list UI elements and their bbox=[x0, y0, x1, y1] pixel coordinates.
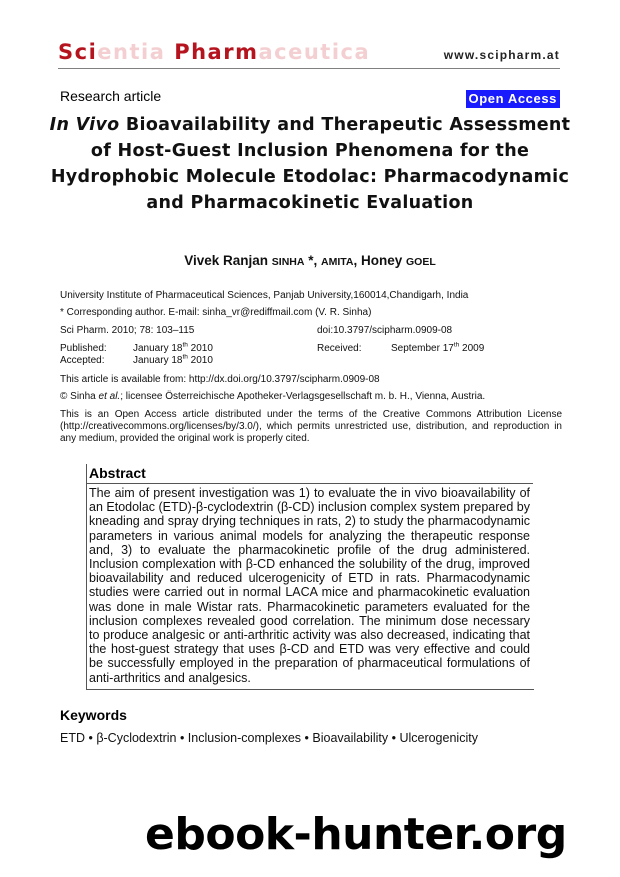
keyword-separator: • bbox=[176, 731, 188, 745]
journal-name-part: Pharm bbox=[174, 40, 259, 64]
published-label: Published: bbox=[60, 343, 107, 354]
dates-row-1 bbox=[60, 343, 562, 355]
article-type: Research article bbox=[60, 88, 162, 104]
keyword-separator: • bbox=[85, 731, 97, 745]
received-sup: th bbox=[453, 341, 460, 349]
received-year: 2009 bbox=[459, 343, 485, 354]
article-title bbox=[40, 112, 580, 216]
author-family: GOEL bbox=[406, 256, 436, 268]
title-rest: Bioavailability and Therapeutic Assessment of Host-Guest Inclusion Phenomena for the Hydrophobic Molecule Etodolac: Pharmacodynamic and Pharmacokinetic Evaluation bbox=[50, 115, 571, 213]
published-day: January 18 bbox=[133, 343, 183, 354]
journal-name-part: entia bbox=[97, 40, 175, 64]
author-given: Honey bbox=[360, 253, 403, 268]
keyword-item: ETD bbox=[60, 731, 85, 745]
author-given: Vivek Ranjan bbox=[184, 253, 269, 268]
dates-row-2 bbox=[60, 355, 562, 367]
received-day: September 17 bbox=[391, 343, 454, 354]
corresponding-author[interactable]: * Corresponding author. E-mail: sinha_vr@rediffmail.com (V. R. Sinha) bbox=[60, 307, 372, 318]
keyword-item: Ulcerogenicity bbox=[399, 731, 478, 745]
watermark-text: ebook-hunter.org bbox=[145, 809, 567, 860]
keyword-item: Inclusion-complexes bbox=[187, 731, 302, 745]
keywords-heading: Keywords bbox=[60, 707, 127, 723]
published-date bbox=[133, 343, 213, 355]
open-access-badge: Open Access bbox=[466, 90, 561, 108]
license-statement: This is an Open Access article distributed under the terms of the Creative Commons Attribution License (http://creativecommons.org/licenses/by/3.0/), which permits unrestricted use, distribution, and reproduction in any medium, provided the original work is properly cited. bbox=[60, 409, 562, 444]
availability-note[interactable]: This article is available from: http://dx.doi.org/10.3797/scipharm.0909-08 bbox=[60, 374, 380, 385]
keywords-list bbox=[60, 731, 478, 745]
title-italic: In Vivo bbox=[49, 115, 120, 135]
author-list bbox=[0, 253, 620, 268]
keyword-separator: • bbox=[388, 731, 400, 745]
accepted-date bbox=[133, 355, 213, 367]
copyright-pre: © Sinha bbox=[60, 391, 99, 402]
keyword-item: β-Cyclodextrin bbox=[96, 731, 177, 745]
keyword-item: Bioavailability bbox=[312, 731, 389, 745]
abstract-heading: Abstract bbox=[89, 465, 146, 481]
copyright-italic: et al. bbox=[98, 391, 121, 402]
published-sup: th bbox=[182, 341, 188, 349]
copyright-line bbox=[60, 391, 562, 403]
author-sep: *, bbox=[304, 253, 321, 268]
received-label: Received: bbox=[317, 343, 362, 354]
journal-name-part: aceutica bbox=[258, 40, 371, 64]
keyword-separator: • bbox=[301, 731, 313, 745]
accepted-label: Accepted: bbox=[60, 355, 105, 366]
abstract-text: The aim of present investigation was 1) to evaluate the in vivo bioavailability of an Etodolac (ETD)-β-cyclodextrin (β-CD) inclusion complex system prepared by kneading and spray drying techniques in rats, 2) to study the pharmacodynamic parameters in various animal models for analyzing the therapeutic response and, 3) to evaluate the pharmacokinetic profile of the drug administered. Inclusion complexation with β-CD enhanced the solubility of the drug, improved bioavailability and reduced ulcerogenicity of ETD in rats. Pharmacodynamic studies were carried out in normal LACA mice and pharmacokinetic evaluation was done in male Wistar rats. Pharmacokinetic parameters evaluated for the inclusion complexes revealed good correlation. The minimum dose necessary to produce analgesic or anti-arthritic activity was also decreased, indicating that the host-guest strategy that uses β-CD and ETD was very effective and could be successfully employed in the preparation of pharmaceutical formulations of anti-arthritics and analgesics. bbox=[89, 486, 530, 685]
doi: doi:10.3797/scipharm.0909-08 bbox=[317, 325, 453, 336]
copyright-post: ; licensee Österreichische Apotheker-Verlagsgesellschaft m. b. H., Vienna, Austria. bbox=[120, 391, 486, 402]
received-date bbox=[391, 343, 484, 355]
affiliation: University Institute of Pharmaceutical Sciences, Panjab University,160014,Chandigarh, India bbox=[60, 290, 469, 301]
accepted-year: 2010 bbox=[187, 355, 213, 366]
author-sep: , bbox=[353, 253, 361, 268]
citation: Sci Pharm. 2010; 78: 103–115 bbox=[60, 325, 195, 336]
accepted-sup: th bbox=[182, 353, 188, 361]
author-family: AMITA bbox=[320, 256, 354, 268]
header-divider bbox=[58, 68, 560, 69]
accepted-day: January 18 bbox=[133, 355, 183, 366]
published-year: 2010 bbox=[187, 343, 213, 354]
journal-name-part: Sci bbox=[58, 40, 98, 64]
journal-masthead bbox=[58, 40, 370, 64]
journal-url[interactable]: www.scipharm.at bbox=[443, 48, 560, 62]
author-family: SINHA bbox=[271, 256, 305, 268]
citation-row bbox=[60, 325, 562, 337]
abstract-divider bbox=[87, 483, 533, 484]
